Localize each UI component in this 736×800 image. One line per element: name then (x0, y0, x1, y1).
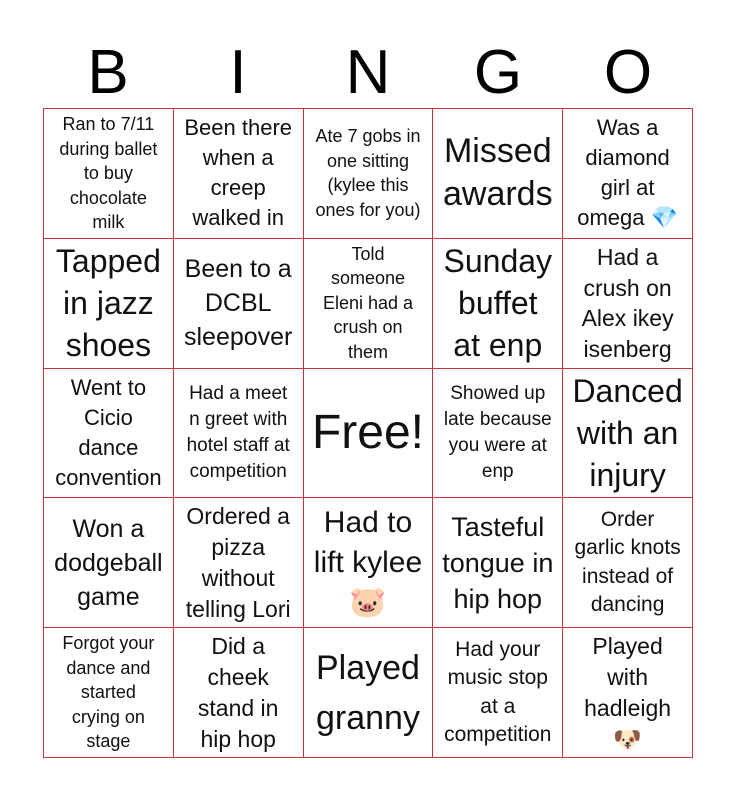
bingo-cell-4-3[interactable] (304, 498, 434, 628)
header-letter-o: O (603, 38, 653, 107)
free-space-text: Free! (311, 405, 424, 459)
bingo-cell-2-2[interactable] (174, 239, 304, 369)
bingo-cell-1-3[interactable] (304, 109, 434, 239)
cell-text: Ate 7 gobs in one sitting (kylee this ones for you) (315, 126, 421, 220)
bingo-cell-5-5[interactable] (563, 628, 693, 758)
header-letter-b: B (87, 38, 129, 107)
cell-text: Order garlic knots instead of dancing (574, 507, 681, 617)
cell-text: Won a dodgeball game (54, 514, 163, 611)
bingo-cell-3-5[interactable] (563, 369, 693, 499)
cell-text: Tapped in jazz shoes (55, 243, 161, 364)
cell-text: Played granny (316, 648, 420, 737)
bingo-cell-1-1[interactable] (44, 109, 174, 239)
cell-text: Tasteful tongue in hip hop (442, 511, 554, 614)
cell-text: Had a meet n greet with hotel staff at competition (186, 382, 290, 482)
cell-text: Had your music stop at a competition (444, 637, 552, 747)
bingo-cell-5-2[interactable] (174, 628, 304, 758)
cell-text: Showed up late because you were at enp (443, 382, 552, 482)
cell-text: Ran to 7/11 during ballet to buy chocolate milk (59, 114, 158, 233)
cell-text: Played with hadleigh 🐶 (584, 632, 672, 752)
cell-text: Went to Cicio dance convention (55, 374, 162, 490)
cell-text: Been there when a creep walked in (184, 115, 293, 231)
header-letter-i: I (229, 38, 247, 107)
cell-text: Had a crush on Alex ikey isenberg (581, 244, 674, 362)
bingo-cell-4-5[interactable] (563, 498, 693, 628)
cell-text: Did a cheek stand in hip hop (197, 632, 279, 752)
bingo-cell-2-5[interactable] (563, 239, 693, 369)
bingo-cell-5-3[interactable] (304, 628, 434, 758)
bingo-cell-4-2[interactable] (174, 498, 304, 628)
bingo-cell-3-1[interactable] (44, 369, 174, 499)
bingo-cell-4-4[interactable] (433, 498, 563, 628)
bingo-cell-1-4[interactable] (433, 109, 563, 239)
cell-text: Forgot your dance and started crying on stage (62, 633, 155, 752)
bingo-header (43, 40, 693, 106)
cell-text: Missed awards (442, 132, 553, 214)
header-letter-n: N (345, 38, 391, 107)
cell-text: Danced with an injury (572, 373, 683, 493)
bingo-cell-3-3[interactable] (304, 369, 434, 499)
cell-text: Sunday buffet at enp (443, 243, 553, 364)
bingo-cell-4-1[interactable] (44, 498, 174, 628)
cell-text: Had to lift kylee 🐷 (313, 505, 423, 619)
header-letter-g: G (473, 38, 523, 107)
bingo-cell-2-1[interactable] (44, 239, 174, 369)
bingo-board (43, 108, 693, 758)
bingo-cell-5-1[interactable] (44, 628, 174, 758)
bingo-cell-1-5[interactable] (563, 109, 693, 239)
cell-text: Been to a DCBL sleepover (183, 255, 293, 352)
bingo-cell-2-4[interactable] (433, 239, 563, 369)
cell-text: Was a diamond girl at omega 💎 (577, 115, 678, 231)
bingo-cell-3-2[interactable] (174, 369, 304, 499)
cell-text: Ordered a pizza without telling Lori (185, 502, 291, 622)
bingo-cell-5-4[interactable] (433, 628, 563, 758)
cell-text: Told someone Eleni had a crush on them (322, 243, 414, 362)
bingo-cell-1-2[interactable] (174, 109, 304, 239)
bingo-cell-2-3[interactable] (304, 239, 434, 369)
bingo-cell-3-4[interactable] (433, 369, 563, 499)
